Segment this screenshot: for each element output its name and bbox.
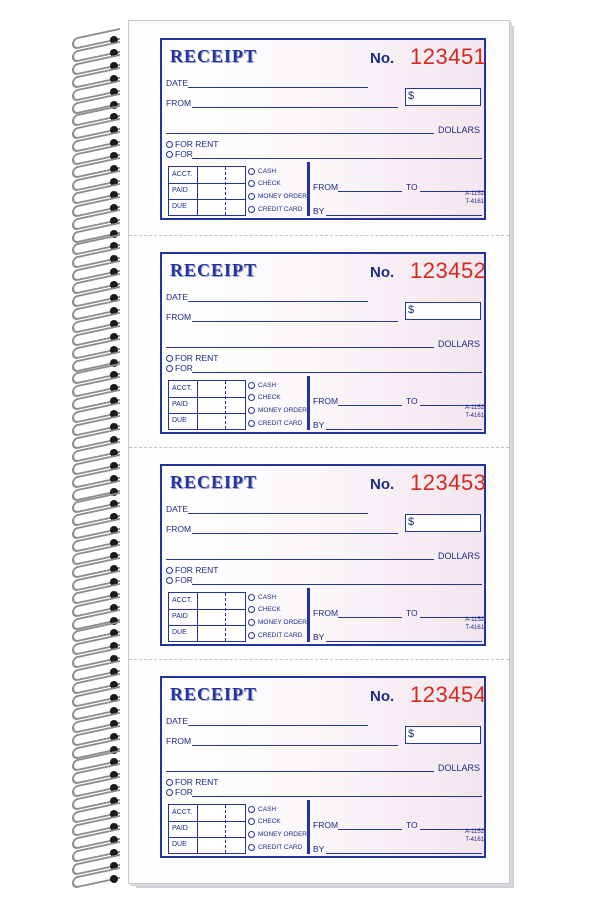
from-label: FROM <box>166 312 192 322</box>
spiral-coil <box>72 75 132 83</box>
acct-label: ACCT. <box>172 385 193 392</box>
receipt-form <box>160 676 486 858</box>
receipt-title: RECEIPT <box>170 46 258 66</box>
for-rent-label: FOR RENT <box>175 139 219 149</box>
spiral-coil <box>72 526 132 534</box>
period-to-label: TO <box>406 182 418 192</box>
spiral-coil <box>72 849 132 857</box>
period-from-line[interactable] <box>338 617 402 618</box>
account-table <box>168 380 246 430</box>
spiral-coil <box>72 823 132 831</box>
spiral-coil <box>72 307 132 315</box>
cash-checkbox[interactable] <box>248 382 255 389</box>
money-order-label: MONEY ORDER <box>258 831 307 838</box>
spiral-coil <box>72 797 132 805</box>
period-from-label: FROM <box>313 396 339 406</box>
spiral-coil <box>72 655 132 663</box>
form-code-2: T-4161 <box>465 413 484 419</box>
amount-field[interactable] <box>405 88 481 106</box>
for-rent-checkbox[interactable] <box>166 355 173 362</box>
receipt-form <box>160 252 486 434</box>
spiral-coil <box>72 552 132 560</box>
money-order-checkbox[interactable] <box>248 407 255 414</box>
spiral-coil <box>72 771 132 779</box>
acct-label: ACCT. <box>172 171 193 178</box>
spiral-coil <box>72 101 132 109</box>
dollars-label: DOLLARS <box>438 339 481 349</box>
spiral-coil <box>72 733 132 741</box>
amount-field[interactable] <box>405 302 481 320</box>
dollars-label: DOLLARS <box>438 763 481 773</box>
spiral-coil <box>72 668 132 676</box>
perforation-line <box>129 447 509 448</box>
date-label: DATE <box>166 292 189 302</box>
spiral-coil <box>72 397 132 405</box>
credit-card-checkbox[interactable] <box>248 844 255 851</box>
spiral-coil <box>72 810 132 818</box>
form-code-1: A-1152 <box>465 405 484 411</box>
receipt-title: RECEIPT <box>170 684 258 704</box>
for-rent-label: FOR RENT <box>175 777 219 787</box>
dollar-sign: $ <box>408 516 415 528</box>
from-line[interactable] <box>192 321 398 322</box>
date-line[interactable] <box>188 513 368 514</box>
spiral-coil <box>72 281 132 289</box>
spiral-coil <box>72 152 132 160</box>
spiral-coil <box>72 746 132 754</box>
for-rent-checkbox[interactable] <box>166 141 173 148</box>
form-code-1: A-1152 <box>465 617 484 623</box>
cash-checkbox[interactable] <box>248 168 255 175</box>
by-line[interactable] <box>326 641 482 642</box>
for-label: FOR <box>175 363 193 373</box>
dollar-sign: $ <box>408 304 415 316</box>
period-from-line[interactable] <box>338 829 402 830</box>
dollars-label: DOLLARS <box>438 125 481 135</box>
check-checkbox[interactable] <box>248 606 255 613</box>
for-checkbox[interactable] <box>166 577 173 584</box>
spiral-coil <box>72 242 132 250</box>
period-from-label: FROM <box>313 608 339 618</box>
credit-card-checkbox[interactable] <box>248 420 255 427</box>
spiral-coil <box>72 320 132 328</box>
form-code-2: T-4161 <box>465 199 484 205</box>
from-line[interactable] <box>192 745 398 746</box>
form-code <box>450 404 484 420</box>
cash-checkbox[interactable] <box>248 594 255 601</box>
receipt-number: 123452 <box>410 258 487 283</box>
spiral-coil <box>72 758 132 766</box>
acct-label: ACCT. <box>172 597 193 604</box>
dollars-line[interactable] <box>166 771 434 772</box>
spiral-coil <box>72 642 132 650</box>
receipt-title: RECEIPT <box>170 472 258 492</box>
from-line[interactable] <box>192 107 398 108</box>
section-divider <box>307 800 310 854</box>
by-label: BY <box>313 632 325 642</box>
cash-label: CASH <box>258 806 277 813</box>
date-line[interactable] <box>188 87 368 88</box>
account-table <box>168 592 246 642</box>
spiral-coil <box>72 617 132 625</box>
section-divider <box>307 588 310 642</box>
receipt-number: 123454 <box>410 682 487 707</box>
receipt-form <box>160 38 486 220</box>
paid-label: PAID <box>172 825 188 832</box>
receipt-form <box>160 464 486 646</box>
form-code-2: T-4161 <box>465 837 484 843</box>
money-order-checkbox[interactable] <box>248 831 255 838</box>
due-label: DUE <box>172 629 187 636</box>
due-label: DUE <box>172 203 187 210</box>
spiral-coil <box>72 384 132 392</box>
for-rent-checkbox[interactable] <box>166 567 173 574</box>
spiral-coil <box>72 217 132 225</box>
spiral-coil <box>72 694 132 702</box>
spiral-coil <box>72 268 132 276</box>
account-table <box>168 166 246 216</box>
spiral-coil <box>72 255 132 263</box>
money-order-label: MONEY ORDER <box>258 407 307 414</box>
credit-card-label: CREDIT CARD <box>258 206 303 213</box>
receipt-number-label: No. <box>370 264 395 281</box>
spiral-coil <box>72 488 132 496</box>
dollars-line[interactable] <box>166 133 434 134</box>
period-to-label: TO <box>406 820 418 830</box>
acct-label: ACCT. <box>172 809 193 816</box>
for-line[interactable] <box>192 372 482 373</box>
for-checkbox[interactable] <box>166 789 173 796</box>
account-table <box>168 804 246 854</box>
money-order-label: MONEY ORDER <box>258 619 307 626</box>
spiral-coil <box>72 333 132 341</box>
form-code <box>450 828 484 844</box>
receipt-number-label: No. <box>370 688 395 705</box>
dollar-sign: $ <box>408 90 415 102</box>
for-rent-label: FOR RENT <box>175 565 219 575</box>
spiral-coil <box>72 88 132 96</box>
form-code <box>450 616 484 632</box>
paid-label: PAID <box>172 401 188 408</box>
spiral-coil <box>72 862 132 870</box>
cash-label: CASH <box>258 382 277 389</box>
spiral-coil <box>72 113 132 121</box>
for-line[interactable] <box>192 158 482 159</box>
paid-label: PAID <box>172 613 188 620</box>
period-from-line[interactable] <box>338 405 402 406</box>
form-code <box>450 190 484 206</box>
for-rent-label: FOR RENT <box>175 353 219 363</box>
date-label: DATE <box>166 78 189 88</box>
for-rent-checkbox[interactable] <box>166 779 173 786</box>
spiral-coil <box>72 629 132 637</box>
spiral-coil <box>72 591 132 599</box>
spiral-coil <box>72 604 132 612</box>
form-code-2: T-4161 <box>465 625 484 631</box>
paid-label: PAID <box>172 187 188 194</box>
form-code-1: A-1152 <box>465 829 484 835</box>
spiral-coil <box>72 513 132 521</box>
for-checkbox[interactable] <box>166 365 173 372</box>
spiral-coil <box>72 449 132 457</box>
spiral-coil <box>72 410 132 418</box>
for-label: FOR <box>175 787 193 797</box>
from-line[interactable] <box>192 533 398 534</box>
credit-card-label: CREDIT CARD <box>258 632 303 639</box>
section-divider <box>307 162 310 216</box>
due-label: DUE <box>172 417 187 424</box>
spiral-coil <box>72 62 132 70</box>
check-label: CHECK <box>258 180 281 187</box>
perforation-line <box>129 659 509 660</box>
dollar-sign: $ <box>408 728 415 740</box>
period-from-line[interactable] <box>338 191 402 192</box>
spiral-coil <box>72 204 132 212</box>
spiral-coil <box>72 191 132 199</box>
date-label: DATE <box>166 504 189 514</box>
from-label: FROM <box>166 98 192 108</box>
spiral-coil <box>72 875 132 883</box>
check-checkbox[interactable] <box>248 180 255 187</box>
receipt-title: RECEIPT <box>170 260 258 280</box>
spiral-coil <box>72 359 132 367</box>
dollars-label: DOLLARS <box>438 551 481 561</box>
spiral-coil <box>72 436 132 444</box>
receipt-number: 123453 <box>410 470 487 495</box>
period-to-label: TO <box>406 608 418 618</box>
spiral-coil <box>72 178 132 186</box>
period-to-label: TO <box>406 396 418 406</box>
date-label: DATE <box>166 716 189 726</box>
form-code-1: A-1152 <box>465 191 484 197</box>
check-label: CHECK <box>258 394 281 401</box>
date-line[interactable] <box>188 301 368 302</box>
perforation-line <box>129 235 509 236</box>
spiral-coil <box>72 126 132 134</box>
spiral-coil <box>72 139 132 147</box>
spiral-coil <box>72 836 132 844</box>
by-line[interactable] <box>326 429 482 430</box>
amount-field[interactable] <box>405 726 481 744</box>
for-label: FOR <box>175 575 193 585</box>
check-checkbox[interactable] <box>248 818 255 825</box>
dollars-line[interactable] <box>166 347 434 348</box>
for-label: FOR <box>175 149 193 159</box>
by-label: BY <box>313 420 325 430</box>
spiral-coil <box>72 230 132 238</box>
credit-card-label: CREDIT CARD <box>258 420 303 427</box>
credit-card-checkbox[interactable] <box>248 632 255 639</box>
spiral-coil <box>72 681 132 689</box>
check-label: CHECK <box>258 606 281 613</box>
cash-checkbox[interactable] <box>248 806 255 813</box>
spiral-coil <box>72 462 132 470</box>
spiral-coil <box>72 371 132 379</box>
check-label: CHECK <box>258 818 281 825</box>
from-label: FROM <box>166 524 192 534</box>
spiral-coil <box>72 36 132 44</box>
receipt-number: 123451 <box>410 44 487 69</box>
period-from-label: FROM <box>313 182 339 192</box>
receipt-number-label: No. <box>370 476 395 493</box>
by-line[interactable] <box>326 853 482 854</box>
cash-label: CASH <box>258 168 277 175</box>
money-order-checkbox[interactable] <box>248 193 255 200</box>
spiral-coil <box>72 294 132 302</box>
spiral-coil <box>72 346 132 354</box>
date-line[interactable] <box>188 725 368 726</box>
by-label: BY <box>313 844 325 854</box>
spiral-coil <box>72 423 132 431</box>
receipt-number-label: No. <box>370 50 395 67</box>
spiral-coil <box>72 500 132 508</box>
dollars-line[interactable] <box>166 559 434 560</box>
credit-card-label: CREDIT CARD <box>258 844 303 851</box>
spiral-coil <box>72 720 132 728</box>
period-from-label: FROM <box>313 820 339 830</box>
spiral-coil <box>72 539 132 547</box>
spiral-coil <box>72 707 132 715</box>
for-line[interactable] <box>192 796 482 797</box>
for-line[interactable] <box>192 584 482 585</box>
spiral-coil <box>72 165 132 173</box>
check-checkbox[interactable] <box>248 394 255 401</box>
money-order-label: MONEY ORDER <box>258 193 307 200</box>
money-order-checkbox[interactable] <box>248 619 255 626</box>
spiral-coil <box>72 578 132 586</box>
from-label: FROM <box>166 736 192 746</box>
cash-label: CASH <box>258 594 277 601</box>
due-label: DUE <box>172 841 187 848</box>
spiral-coil <box>72 784 132 792</box>
section-divider <box>307 376 310 430</box>
by-label: BY <box>313 206 325 216</box>
spiral-coil <box>72 565 132 573</box>
spiral-coil <box>72 49 132 57</box>
credit-card-checkbox[interactable] <box>248 206 255 213</box>
for-checkbox[interactable] <box>166 151 173 158</box>
amount-field[interactable] <box>405 514 481 532</box>
spiral-coil <box>72 475 132 483</box>
by-line[interactable] <box>326 215 482 216</box>
